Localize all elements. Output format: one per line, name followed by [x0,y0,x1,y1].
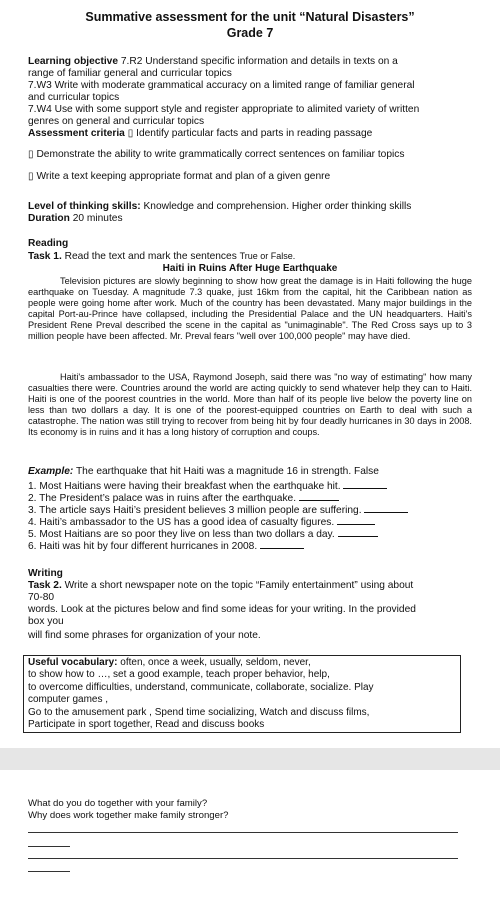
criteria-3-text: Write a text keeping appropriate format and plan of a given genre [33,171,331,182]
answer-blank[interactable] [338,527,378,537]
objective-line-6: genres on general and curricular topics [28,116,205,127]
statement-text: 4. Haiti’s ambassador to the US has a good idea of casualty figures. [28,517,335,528]
duration-label: Duration [28,213,70,224]
article-paragraph-1: Television pictures are slowly beginning to show how great the damage is in Haiti following the huge earthquake on Tuesday. A magnitude 7.3 quake, just 16km from the capital, hit the Caribbean nation as people were going home after work. Much of the country has been devastated. Many major buildings in the capital Port-au-Prince have collapsed, including the Presidential Palace and the UN headquarters. Haiti's President Rene Preval described the scene in the capital as "unimaginable". The Red Cross says up to 3 million people have been affected. Mr. Preval fears "well over 100,000 people" may have died. [28,276,472,341]
task2-line-5: will find some phrases for organization of your note. [28,630,261,641]
duration-line [28,213,472,225]
answer-line[interactable] [28,858,458,859]
answer-blank[interactable] [364,503,408,513]
question-1: What do you do together with your family? [28,798,208,809]
answer-line[interactable] [28,832,458,833]
task2-text: Write a short newspaper note on the topic “Family entertainment” using about [61,580,414,591]
task2-label: Task 2. [28,580,62,591]
reading-heading [28,238,472,250]
answer-blank[interactable] [337,515,375,525]
bullet-icon: ▯ [28,149,34,160]
writing-label: Writing [28,568,63,579]
bullet-icon: ▯ [28,171,34,182]
example-line [28,466,472,478]
statement-6 [28,539,472,553]
vocab-line-4: computer games , [28,694,109,706]
answer-blank[interactable] [260,539,304,549]
statement-text: 5. Most Haitians are so poor they live on less than two dollars a day. [28,529,335,540]
objective-line-1 [28,56,472,68]
vocab-text-1: often, once a week, usually, seldom, never, [117,657,311,668]
objective-line-5: 7.W4 Use with some support style and register appropriate to alimited variety of written [28,104,420,115]
vocabulary-text [28,657,458,731]
criteria-line-1 [28,128,472,140]
grade-heading: Grade 7 [226,26,274,40]
worksheet-title: Summative assessment for the unit “Natural Disasters” [85,10,415,24]
criteria-line-3 [28,171,472,183]
question-2: Why does work together make family stronger? [28,810,229,821]
statement-text: 6. Haiti was hit by four different hurricanes in 2008. [28,541,258,552]
answer-line[interactable] [28,846,70,847]
criteria-2-text: Demonstrate the ability to write grammatically correct sentences on familiar topics [33,149,405,160]
article-title: Haiti in Ruins After Huge Earthquake [162,263,338,274]
task2-line-3: words. Look at the pictures below and find some ideas for your writing. In the provided [28,604,416,615]
duration-value: 20 minutes [69,213,123,224]
answer-blank[interactable] [299,491,339,501]
task1-line [28,250,472,263]
objective-line-2: range of familiar general and curricular topics [28,68,232,79]
task2-line-2: 70-80 [28,592,55,603]
task1-small: True or False. [239,251,296,261]
criteria-label: Assessment criteria [28,128,125,139]
statement-text: 2. The President’s palace was in ruins after the earthquake. [28,493,297,504]
example-label: Example: [28,466,74,477]
criteria-line-2 [28,149,472,161]
objective-label: Learning objective [28,56,119,67]
answer-blank[interactable] [343,479,387,489]
vocabulary-label: Useful vocabulary: [28,657,118,668]
objective-line-4: and curricular topics [28,92,120,103]
thinking-skills-text: Knowledge and comprehension. Higher order thinking skills [140,201,412,212]
thinking-skills-label: Level of thinking skills: [28,201,141,212]
statement-text: 3. The article says Haiti’s president believes 3 million people are suffering. [28,505,362,516]
task1-label: Task 1. [28,251,62,262]
article-paragraph-2: Haiti's ambassador to the USA, Raymond Joseph, said there was "no way of estimating" how many casualties there were. Countries around the world are acting quickly to send whatever help they can to Haiti. Haiti is one of the poorest countries in the world. More than half of its people live below the poverty line on less than two dollars a day. It is one of the poorest-equipped countries on Earth to deal with such a catastrophe. The nation was still trying to recover from being hit by four deadly hurricanes in 30 days in 2008. Its economy is in ruins and it has a long history of corruption and coups. [28,372,472,437]
page-separator [0,748,500,770]
vocab-line-3: to overcome difficulties, understand, communicate, collaborate, socialize. Play [28,681,374,693]
worksheet-page-2 [0,770,500,899]
statement-text: 1. Most Haitians were having their breakfast when the earthquake hit. [28,481,341,492]
writing-heading [28,568,472,580]
objective-line-3: 7.W3 Write with moderate grammatical accuracy on a limited range of familiar general [28,80,415,91]
vocab-line-1 [28,657,458,669]
task2-line-4: box you [28,616,64,627]
criteria-1-text: Identify particular facts and parts in reading passage [133,128,373,139]
vocab-line-5: Go to the amusement park , Spend time socializing, Watch and discuss films, [28,706,370,718]
task2-line-1 [28,580,472,592]
objective-1-text: 7.R2 Understand specific information and details in texts on a [120,56,398,67]
answer-line[interactable] [28,871,70,872]
vocab-line-6: Participate in sport together, Read and discuss books [28,719,265,731]
reading-label: Reading [28,238,69,249]
vocab-line-2: to show how to …, set a good example, teach proper behavior, help, [28,669,330,681]
bullet-icon: ▯ [127,128,134,139]
thinking-skills-line [28,201,472,213]
task1-text: Read the text and mark the sentences [61,251,240,262]
example-text: The earthquake that hit Haiti was a magnitude 16 in strength. False [73,466,379,477]
